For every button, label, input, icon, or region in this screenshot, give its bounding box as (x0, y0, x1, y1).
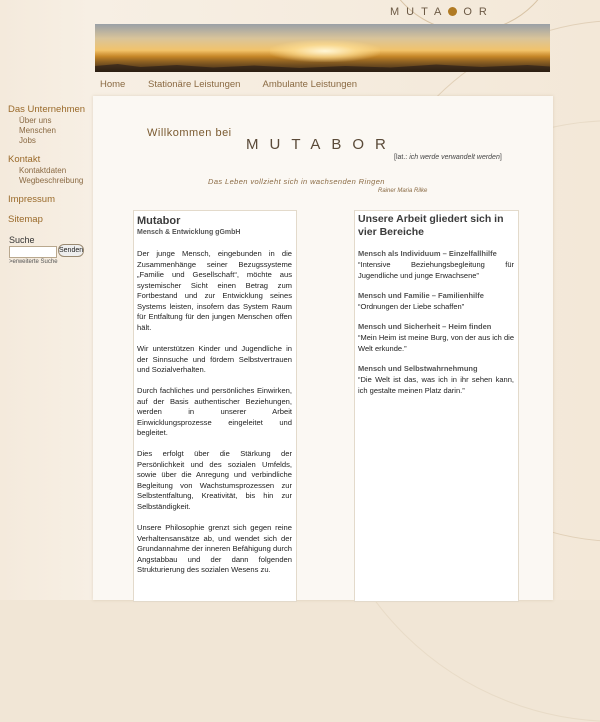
sidebar-subitem-kontaktdaten[interactable]: Kontaktdaten (19, 166, 67, 175)
intro-paragraph: Unsere Philosophie grenzt sich gegen reine Verhaltensansätze ab, und wendet sich der Grundannahme der inneren Befähigung durch Angstabbau und der dann folgenden Strukturierung des sozialen Wesens zu. (137, 523, 292, 574)
sidebar-item-das-unternehmen[interactable]: Das Unternehmen (8, 104, 86, 115)
service-area-description: “Intensive Beziehungsbegleitung für Jugendliche und junge Erwachsene” (358, 260, 514, 280)
search-input[interactable] (9, 246, 57, 258)
nav-item-ambulante-leistungen[interactable]: Ambulante Leistungen (262, 79, 358, 90)
logo-text-end: OR (463, 6, 494, 18)
sidebar-item-kontakt[interactable]: Kontakt (8, 154, 41, 165)
sidebar-subitem-menschen[interactable]: Menschen (19, 126, 56, 135)
search-submit-button[interactable]: Senden (58, 244, 84, 257)
logo-dot-icon (448, 7, 457, 16)
nav-item-stationaere-leistungen[interactable]: Stationäre Leistungen (147, 79, 241, 90)
logo-text-start: MUTA (390, 6, 449, 18)
intro-paragraph: Dies erfolgt über die Stärkung der Persönlichkeit und des sozialen Umfelds, sowie über die Anregung und verbindliche Begleitung von Wachstumsprozessen zur Selbstentfaltung, Kreativität, bis hin zur Selbständigkeit. (137, 449, 292, 511)
service-area-title: Mensch und Selbstwahrnehmung (358, 364, 478, 373)
brand-translation-prefix: [lat.: (394, 154, 408, 161)
header-banner-image (95, 24, 550, 72)
service-area-title: Mensch und Familie – Familienhilfe (358, 291, 484, 300)
service-area-description: “Ordnungen der Liebe schaffen” (358, 302, 465, 311)
intro-paragraph: Wir unterstützen Kinder und Jugendliche in der Sinnsuche und fördern Selbstvertrauen und Sozialverhalten. (137, 344, 292, 374)
quote-author: Rainer Maria Rilke (378, 188, 428, 194)
brand-translation-suffix: ] (499, 154, 502, 161)
banner-sun (270, 40, 380, 62)
sidebar-navigation (8, 104, 93, 226)
site-logo[interactable] (390, 6, 550, 20)
service-area-title: Mensch als Individuum – Einzelfallhilfe (358, 249, 497, 258)
rilke-quote: Das Leben vollzieht sich in wachsenden Ringen (208, 177, 385, 186)
intro-subtitle: Mensch & Entwicklung gGmbH (137, 229, 241, 236)
intro-box (133, 210, 297, 602)
services-box (354, 210, 519, 602)
sidebar-subitem-ueber-uns[interactable]: Über uns (19, 116, 52, 125)
services-title: Unsere Arbeit gliedert sich in vier Bereiche (358, 213, 504, 238)
service-area-description: “Mein Heim ist meine Burg, von der aus ich die Welt erkunde.” (358, 333, 514, 353)
service-area-description: “Die Welt ist das, was ich in ihr sehen kann, ich gestalte meinen Platz darin.” (358, 375, 514, 395)
top-navigation (100, 79, 377, 90)
service-area-title: Mensch und Sicherheit – Heim finden (358, 322, 492, 331)
brand-translation-text: ich werde verwandelt werden (409, 154, 500, 161)
sidebar-subitem-jobs[interactable]: Jobs (19, 136, 36, 145)
brand-title: MUTABOR (246, 136, 397, 153)
banner-treeline (95, 62, 550, 72)
nav-item-home[interactable]: Home (100, 79, 126, 90)
sidebar-subitem-wegbeschreibung[interactable]: Wegbeschreibung (19, 176, 84, 185)
intro-paragraph: Durch fachliches und persönliches Einwirken, auf der Basis authentischer Beziehungen, werden in unserer Arbeit Einwicklungsprozesse eingeleitet und begleitet. (137, 386, 292, 437)
intro-title: Mutabor (137, 215, 181, 227)
advanced-search-label: erweiterte Suche (12, 259, 58, 265)
sidebar-item-impressum[interactable]: Impressum (8, 194, 55, 205)
intro-paragraph: Der junge Mensch, eingebunden in die Zusammenhänge seiner Bezugssysteme „Familie und Gesellschaft“, möchte aus systemischer Sicht einen Betrag zum Fortbestand und zur Entwicklung seines Systems leisten, insofern das System Raum für Entfaltung für den jungen Menschen offen hält. (137, 249, 292, 332)
brand-translation (394, 154, 502, 161)
advanced-search-link[interactable]: >erweiterte Suche (9, 259, 58, 265)
search-label: Suche (9, 235, 35, 245)
sidebar-item-sitemap[interactable]: Sitemap (8, 214, 43, 225)
welcome-heading: Willkommen bei (147, 127, 232, 139)
